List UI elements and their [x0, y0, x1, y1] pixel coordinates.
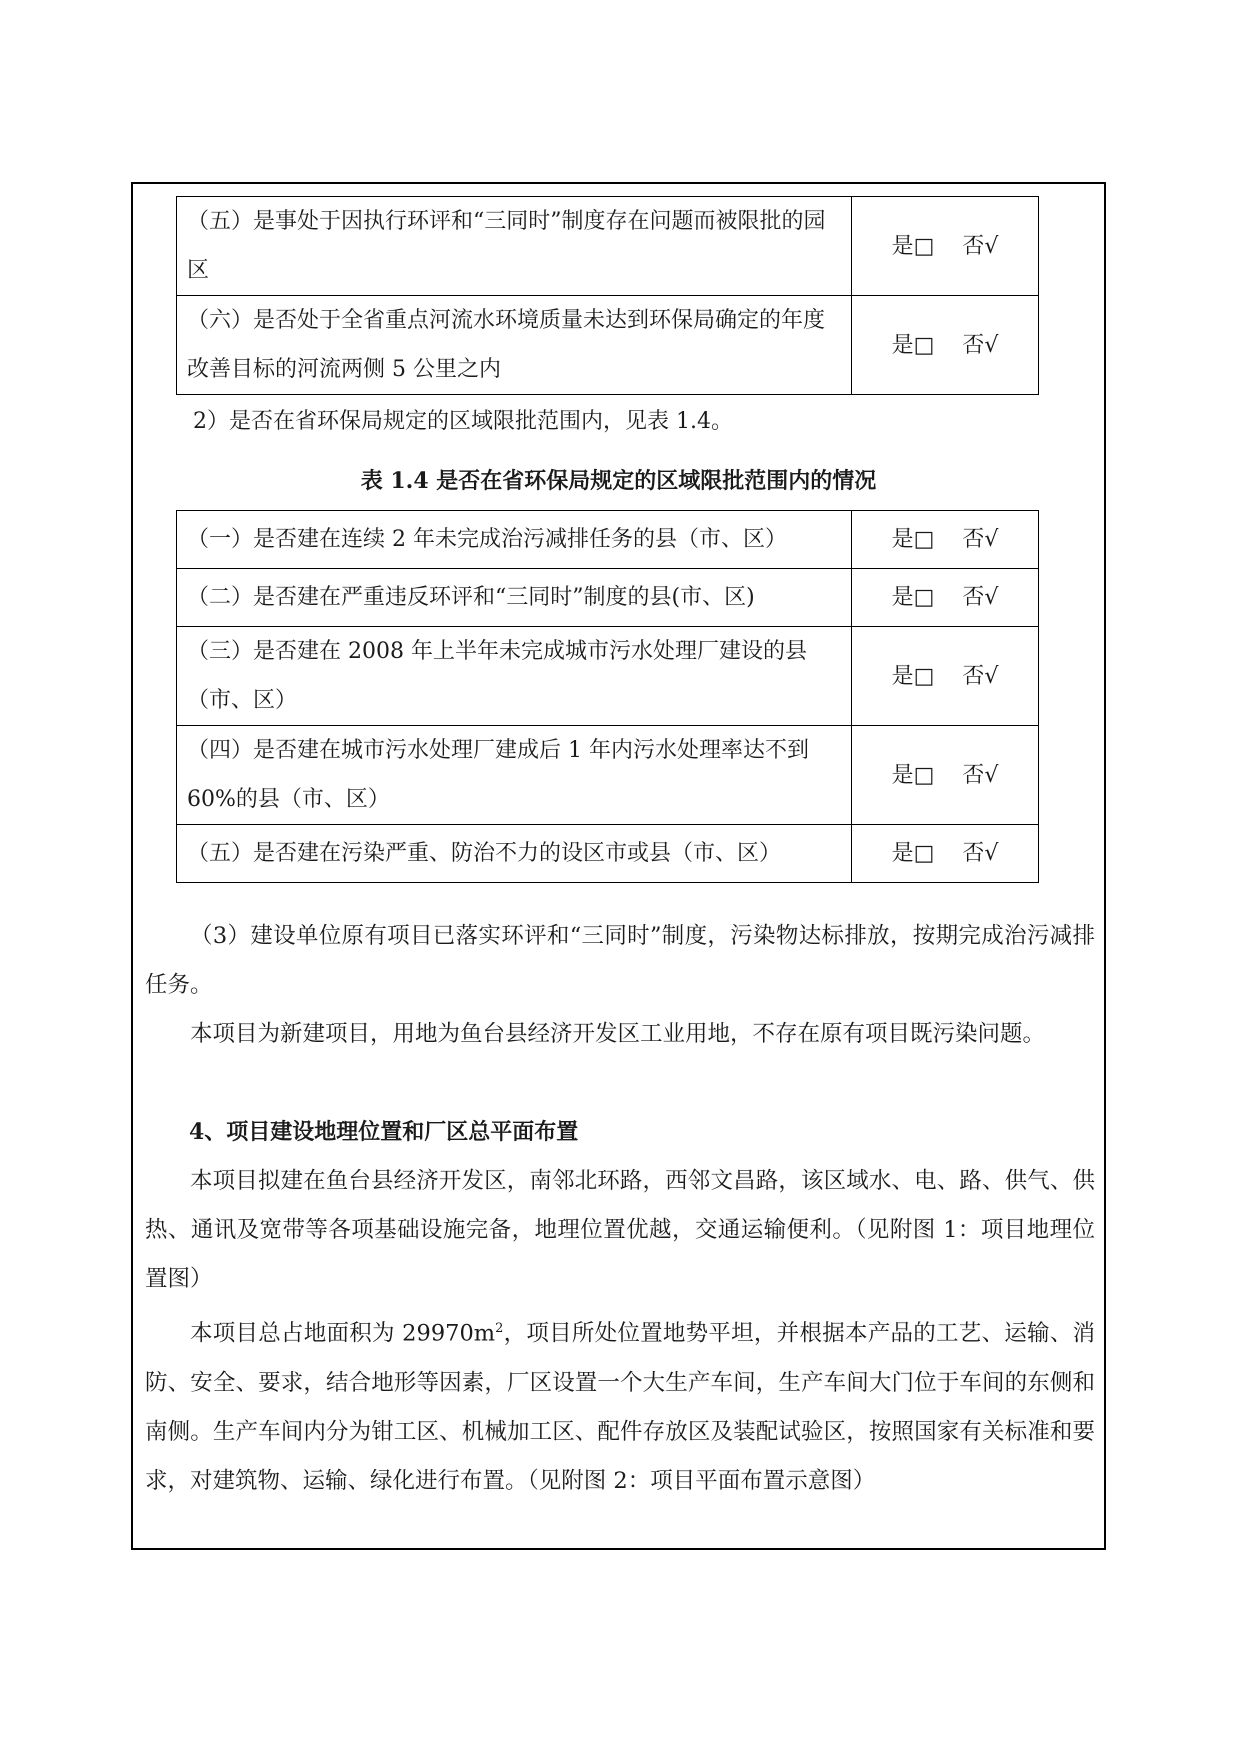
table-row [177, 726, 1039, 825]
criterion-answer: 是□ 否√ [852, 197, 1039, 296]
table-row [177, 627, 1039, 726]
criterion-answer: 是□ 否√ [852, 825, 1039, 883]
criterion-text: （二）是否建在严重违反环评和“三同时”制度的县(市、区) [177, 569, 852, 627]
criterion-text: （六）是否处于全省重点河流水环境质量未达到环保局确定的年度改善目标的河流两侧 5 公里之内 [177, 296, 852, 395]
section-heading-4: 4、项目建设地理位置和厂区总平面布置 [189, 1119, 579, 1145]
criterion-answer: 是□ 否√ [852, 627, 1039, 726]
note-2: 2）是否在省环保局规定的区域限批范围内，见表 1.4。 [193, 409, 733, 434]
table-row [177, 296, 1039, 395]
criterion-answer: 是□ 否√ [852, 296, 1039, 395]
criterion-text: （五）是否建在污染严重、防治不力的设区市或县（市、区） [177, 825, 852, 883]
table-caption: 表 1.4 是否在省环保局规定的区域限批范围内的情况 [360, 468, 877, 494]
paragraph-3: （3）建设单位原有项目已落实环评和“三同时”制度，污染物达标排放，按期完成治污减排任务。 [145, 923, 1095, 998]
paragraph-location: 本项目拟建在鱼台县经济开发区，南邻北环路，西邻文昌路，该区域水、电、路、供气、供热、通讯及宽带等各项基础设施完备，地理位置优越，交通运输便利。（见附图 1：项目地理位置图） [145, 1168, 1095, 1292]
table-row [177, 825, 1039, 883]
criterion-text: （三）是否建在 2008 年上半年未完成城市污水处理厂建设的县（市、区） [177, 627, 852, 726]
area-text-rest: ，项目所处位置地势平坦，并根据本产品的工艺、运输、消防、安全、要求，结合地形等因素，厂区设置一个大生产车间，生产车间大门位于车间的东侧和南侧。生产车间内分为钳工区、机械加工区、配件存放区及装配试验区，按照国家有关标准和要求，对建筑物、运输、绿化进行布置。（见附图 2：项目平面布置示意图） [145, 1320, 1095, 1494]
criterion-answer: 是□ 否√ [852, 569, 1039, 627]
content-frame [131, 182, 1106, 1550]
area-text-start: 本项目总占地面积为 29970m [190, 1320, 496, 1347]
criterion-text: （一）是否建在连续 2 年未完成治污减排任务的县（市、区） [177, 511, 852, 569]
paragraph-layout [145, 1304, 1095, 1506]
criteria-table-continued [176, 196, 1039, 395]
area-unit-superscript: 2 [495, 1321, 504, 1336]
table-row [177, 511, 1039, 569]
criterion-answer: 是□ 否√ [852, 726, 1039, 825]
criterion-text: （四）是否建在城市污水处理厂建成后 1 年内污水处理率达不到 60%的县（市、区） [177, 726, 852, 825]
region-restriction-table [176, 510, 1039, 883]
criterion-text: （五）是事处于因执行环评和“三同时”制度存在问题而被限批的园区 [177, 197, 852, 296]
paragraph-new-project: 本项目为新建项目，用地为鱼台县经济开发区工业用地，不存在原有项目既污染问题。 [190, 1021, 1046, 1047]
criterion-answer: 是□ 否√ [852, 511, 1039, 569]
table-row [177, 197, 1039, 296]
table-row [177, 569, 1039, 627]
